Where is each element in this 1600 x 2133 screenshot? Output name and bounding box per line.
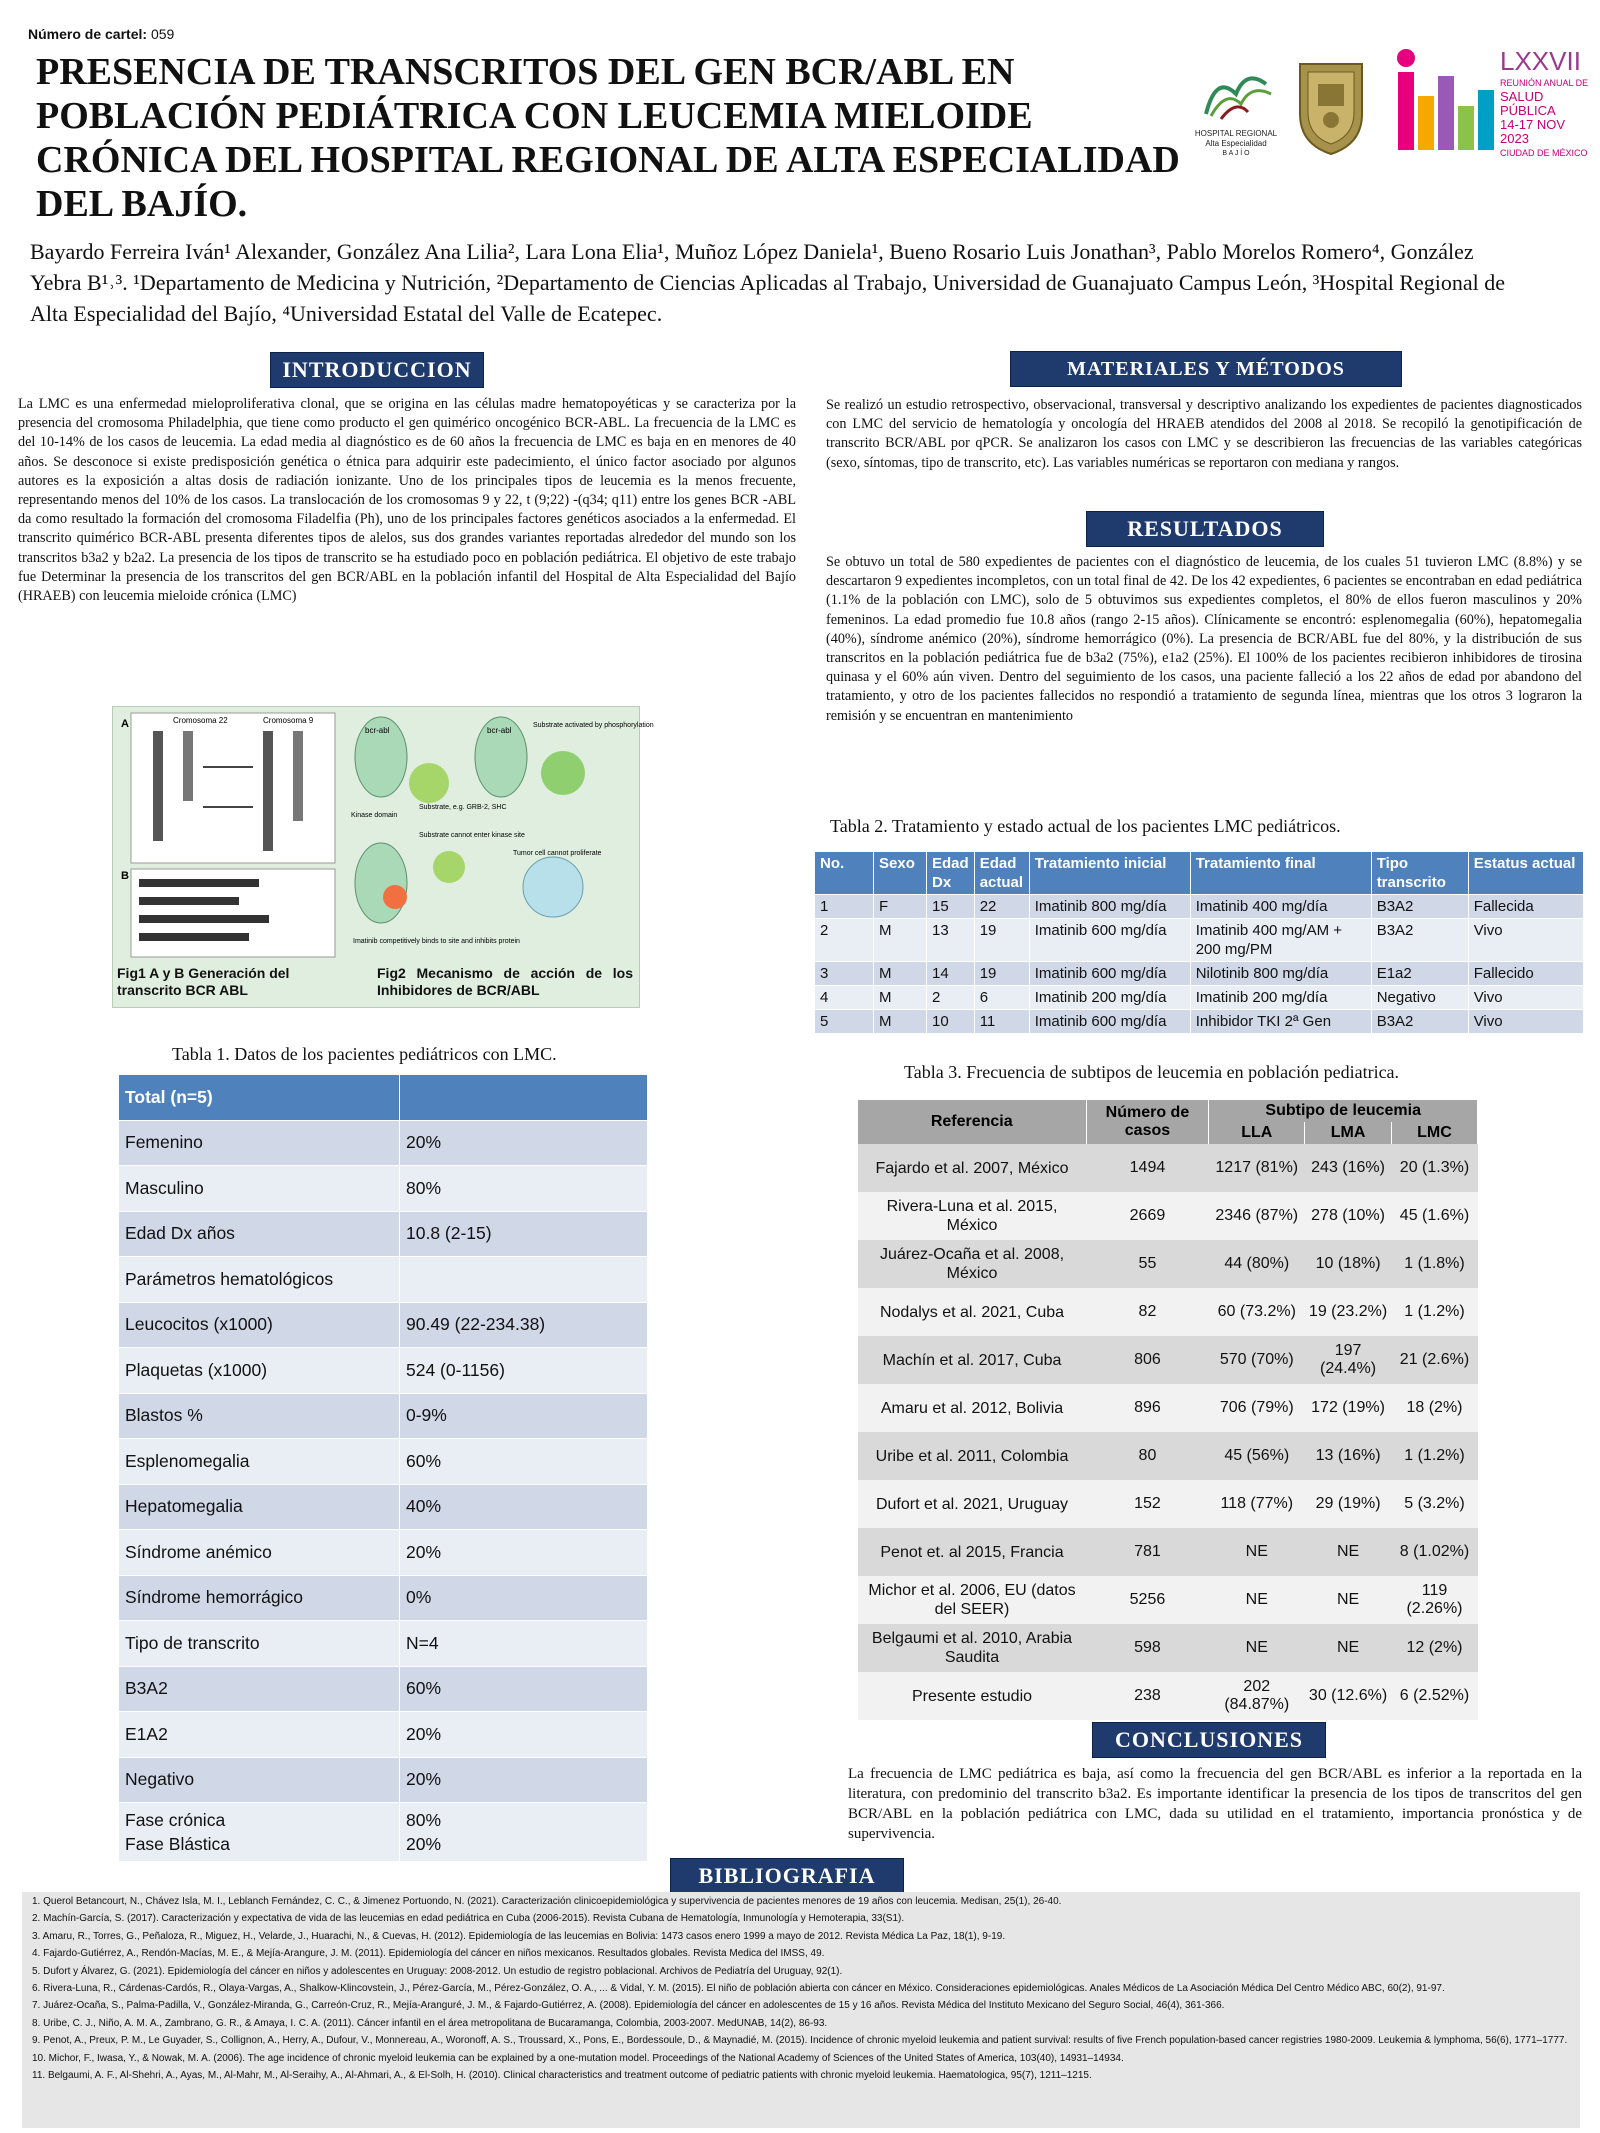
list-item: 2. Machín-García, S. (2017). Caracterización y expectativa de vida de las leucemias en edad pediátrica en Cuba (2006-2015). Revista Cubana de Hematología, Inmunología y Hemoterapia, 33(S1). bbox=[32, 1913, 905, 1925]
tabla3-cell: 598 bbox=[1086, 1624, 1209, 1672]
tabla2-cell: 19 bbox=[974, 962, 1029, 986]
tabla3-cell: Dufort et al. 2021, Uruguay bbox=[858, 1480, 1086, 1528]
tabla2-cell: Negativo bbox=[1371, 986, 1468, 1010]
tabla3-cell: 243 (16%) bbox=[1305, 1144, 1392, 1192]
tabla3-cell: 13 (16%) bbox=[1305, 1432, 1392, 1480]
tabla2-header: Estatus actual bbox=[1468, 852, 1583, 895]
fig-imatinib: Imatinib competitively binds to site and inhibits protein bbox=[353, 938, 520, 945]
bibliografia-heading: BIBLIOGRAFIA bbox=[670, 1858, 904, 1894]
tabla2-cell: Imatinib 800 mg/día bbox=[1029, 895, 1190, 919]
tabla2-header: Edad actual bbox=[974, 852, 1029, 895]
poster-number-value: 059 bbox=[150, 26, 175, 42]
tabla1-cell: 0-9% bbox=[400, 1393, 648, 1439]
event-logo bbox=[1388, 46, 1588, 156]
tabla2-cell: 10 bbox=[927, 1010, 975, 1034]
tabla3-cell: 2346 (87%) bbox=[1209, 1192, 1305, 1240]
fig-substrate-activated: Substrate activated by phosphorylation bbox=[533, 722, 654, 729]
tabla3-caption: Tabla 3. Frecuencia de subtipos de leucemia en población pediatrica. bbox=[904, 1062, 1400, 1082]
table-row bbox=[858, 1576, 1478, 1624]
hospital-logo-line3: B A J Í O bbox=[1222, 150, 1250, 157]
table-row bbox=[858, 1192, 1478, 1240]
tabla3-cell: 20 (1.3%) bbox=[1391, 1144, 1477, 1192]
bibliografia-list bbox=[22, 1892, 1580, 2091]
tabla3-cell: Juárez-Ocaña et al. 2008, México bbox=[858, 1240, 1086, 1288]
tabla3-cell: 1 (1.8%) bbox=[1391, 1240, 1477, 1288]
tabla1-cell: Hepatomegalia bbox=[119, 1484, 400, 1530]
materiales-text: Se realizó un estudio retrospectivo, observacional, transversal y descriptivo analizando los expedientes de pacientes diagnosticados con LMC del servicio de hematología y oncología del HRAEB atendidos del 2008 al 2018. Se recopiló la genotipificación de transcrito BCR/ABL por qPCR. Se analizaron los casos con LMC y se describieron las frecuencias de las variables categóricas (sexo, síntomas, tipo de transcrito, etc). Las variables numéricas se reportaron con mediana y rangos. bbox=[826, 397, 1582, 471]
tabla2-cell: Fallecido bbox=[1468, 962, 1583, 986]
tabla3-header-cases: Número de casos bbox=[1086, 1100, 1209, 1144]
event-line4: CIUDAD DE MÉXICO bbox=[1500, 148, 1588, 158]
tabla3-cell: 80 bbox=[1086, 1432, 1209, 1480]
tabla2-cell: 2 bbox=[815, 919, 874, 962]
fig-tumor-cell: Tumor cell cannot proliferate bbox=[513, 850, 602, 857]
hospital-logo-line2: Alta Especialidad bbox=[1205, 139, 1267, 148]
tabla3-header-subtype: Subtipo de leucemia bbox=[1209, 1100, 1478, 1122]
tabla2-cell: 13 bbox=[927, 919, 975, 962]
list-item: 3. Amaru, R., Torres, G., Peñaloza, R., Miguez, H., Velarde, J., Huarachi, N., & Cuevas, H. (2012). Epidemiología de las leucemias en Bolivia: 1473 casos enero 1999 a mayo de 2012. Revista Médica La Paz, 18(1), 9-19. bbox=[32, 1930, 1006, 1942]
tabla2-cell: 15 bbox=[927, 895, 975, 919]
tabla1-cell: Femenino bbox=[119, 1120, 400, 1166]
tabla3-cell: Fajardo et al. 2007, México bbox=[858, 1144, 1086, 1192]
tabla3-cell: 1217 (81%) bbox=[1209, 1144, 1305, 1192]
fig-chrom22-label: Cromosoma 22 bbox=[173, 716, 228, 725]
tabla1-cell: 20% bbox=[400, 1757, 648, 1803]
tabla3 bbox=[858, 1100, 1478, 1720]
tabla2-cell: M bbox=[874, 986, 927, 1010]
tabla2-header: Edad Dx bbox=[927, 852, 975, 895]
tabla2-cell: 2 bbox=[927, 986, 975, 1010]
table-row bbox=[858, 1144, 1478, 1192]
tabla2-cell: Imatinib 200 mg/día bbox=[1029, 986, 1190, 1010]
tabla3-cell: 806 bbox=[1086, 1336, 1209, 1384]
tabla2-cell: M bbox=[874, 919, 927, 962]
tabla3-cell: 29 (19%) bbox=[1305, 1480, 1392, 1528]
tabla1-cell bbox=[119, 1803, 400, 1862]
table-row bbox=[119, 1120, 648, 1166]
tabla1-cell: Edad Dx años bbox=[119, 1211, 400, 1257]
tabla2 bbox=[814, 851, 1584, 1034]
tabla2-cell: Inhibidor TKI 2ª Gen bbox=[1190, 1010, 1371, 1034]
tabla3-cell: 45 (56%) bbox=[1209, 1432, 1305, 1480]
list-item: 11. Belgaumi, A. F., Al-Shehri, A., Ayas, M., Al-Mahr, M., Al-Seraihy, A., Al-Ahmari, A., & El-Solh, H. (2010). Clinical characteristics and treatment outcome of pediatric patients with chronic myeloid leukemia. Haematologica, 95(7), 1211–1215. bbox=[32, 2070, 1092, 2082]
tabla2-cell: 22 bbox=[974, 895, 1029, 919]
tabla1-header-row bbox=[119, 1075, 648, 1121]
tabla1-cell: Tipo de transcrito bbox=[119, 1621, 400, 1667]
tabla1-cell: 40% bbox=[400, 1484, 648, 1530]
introduccion-text: La LMC es una enfermedad mieloproliferativa clonal, que se origina en las células madre hematopoyéticas y se caracteriza por la presencia del cromosoma Philadelphia, que tiene como producto el gen quimérico oncogénico BCR-ABL. La frecuencia de la LMC es del 10-14% de los casos de leucemia. La edad media al diagnóstico es de 60 años la frecuencia de LMC es baja en en menores de 40 años. Se desconoce si existe predisposición genética o étnica para adquirir este padecimiento, el único factor asociado por algunos autores es la exposición a altas dosis de radiación ionizante. Uno de los principales tipos de leucemia es la menos frecuente, representando menos del 10% de los casos. La translocación de los cromosomas 9 y 22, t (9;22) -(q34; q11) entre los genes BCR -ABL da como resultado la formación del cromosoma Filadelfia (Ph), uno de los principales factores genéticos asociados a la enfermedad. El transcrito quimérico BCR-ABL presenta diferentes tipos de alelos, sus dos grandes variantes reportadas alrededor del mundo son los transcritos b3a2 y b2a2. La presencia de los tipos de transcrito se ha estudiado poco en población pediátrica. El objetivo de este trabajo fue Determinar la presencia de los transcritos del gen BCR/ABL en la población infantil del Hospital de Alta Especialidad del Bajío (HRAEB) con leucemia mieloide crónica (LMC) bbox=[18, 396, 796, 605]
tabla1-cell: B3A2 bbox=[119, 1666, 400, 1712]
tabla3-header-lma: LMA bbox=[1305, 1122, 1392, 1144]
tabla1-cell: Síndrome hemorrágico bbox=[119, 1575, 400, 1621]
tabla1-cell: 80% bbox=[400, 1166, 648, 1212]
tabla2-cell: Imatinib 200 mg/día bbox=[1190, 986, 1371, 1010]
conclusiones-heading: CONCLUSIONES bbox=[1092, 1722, 1326, 1758]
tabla1-fase-blastica-value: 20% bbox=[406, 1834, 442, 1854]
table-row bbox=[119, 1575, 648, 1621]
resultados-heading: RESULTADOS bbox=[1086, 511, 1324, 547]
introduccion-heading: INTRODUCCION bbox=[270, 352, 484, 388]
tabla1-cell: 10.8 (2-15) bbox=[400, 1211, 648, 1257]
tabla1-cell: N=4 bbox=[400, 1621, 648, 1667]
tabla3-cell: 8 (1.02%) bbox=[1391, 1528, 1477, 1576]
tabla1-cell: 20% bbox=[400, 1712, 648, 1758]
tabla3-cell: 30 (12.6%) bbox=[1305, 1672, 1392, 1720]
event-roman: LXXVII bbox=[1500, 46, 1581, 76]
tabla3-cell: 18 (2%) bbox=[1391, 1384, 1477, 1432]
tabla2-cell: B3A2 bbox=[1371, 919, 1468, 962]
fig-panel-b: B bbox=[121, 870, 129, 882]
materiales-heading: MATERIALES Y MÉTODOS bbox=[1010, 351, 1402, 387]
table-row bbox=[858, 1336, 1478, 1384]
list-item: 9. Penot, A., Preux, P. M., Le Guyader, S., Collignon, A., Herry, A., Dufour, V., Monnereau, A., Woronoff, A. S., Troussard, X., Pons, E., Bordessoule, D., & Maynadié, M. (2015). Incidence of chronic myeloid leukemia and patient survival: results of five French population-based cancer registries 1980-2009. Leukemia & lymphoma, 56(6), 1771–1777. bbox=[32, 2035, 1568, 2047]
tabla1-cell: E1A2 bbox=[119, 1712, 400, 1758]
tabla3-header-lla: LLA bbox=[1209, 1122, 1305, 1144]
tabla1-cell bbox=[400, 1803, 648, 1862]
university-seal bbox=[1296, 58, 1366, 156]
table-row bbox=[119, 1257, 648, 1303]
tabla3-header-lmc: LMC bbox=[1391, 1122, 1477, 1144]
fig-kinase-domain: Kinase domain bbox=[351, 812, 398, 819]
tabla1-caption: Tabla 1. Datos de los pacientes pediátricos con LMC. bbox=[172, 1044, 557, 1064]
poster-number-label: Número de cartel: bbox=[28, 26, 148, 42]
hospital-leaf-icon bbox=[1186, 64, 1286, 124]
tabla3-cell: Rivera-Luna et al. 2015, México bbox=[858, 1192, 1086, 1240]
tabla2-cell: 6 bbox=[974, 986, 1029, 1010]
tabla3-cell: 60 (73.2%) bbox=[1209, 1288, 1305, 1336]
tabla2-cell: 19 bbox=[974, 919, 1029, 962]
table-row bbox=[119, 1166, 648, 1212]
tabla3-cell: 2669 bbox=[1086, 1192, 1209, 1240]
event-line1: REUNIÓN ANUAL DE bbox=[1500, 78, 1589, 88]
table-row bbox=[119, 1712, 648, 1758]
hospital-logo-line1: HOSPITAL REGIONAL bbox=[1194, 129, 1278, 138]
conclusiones-text: La frecuencia de LMC pediátrica es baja, así como la frecuencia del gen BCR/ABL es inferior a la reportada en la literatura, con predominio del transcrito b3a2. Es importante identificar la presencia de los tipos de transcritos del gen BCR/ABL en la población pediátrica con LMC, dada su utilidad en el tratamiento, importancia pronóstica y de supervivencia. bbox=[848, 1766, 1582, 1842]
tabla3-cell: Amaru et al. 2012, Bolivia bbox=[858, 1384, 1086, 1432]
event-line2: SALUD PÚBLICA bbox=[1500, 89, 1556, 118]
tabla1-cell: 20% bbox=[400, 1530, 648, 1576]
tabla2-cell: B3A2 bbox=[1371, 895, 1468, 919]
event-line3: 14-17 NOV 2023 bbox=[1500, 117, 1566, 146]
tabla3-cell: Penot et. al 2015, Francia bbox=[858, 1528, 1086, 1576]
tabla2-cell: Vivo bbox=[1468, 986, 1583, 1010]
tabla1-cell: Plaquetas (x1000) bbox=[119, 1348, 400, 1394]
tabla3-cell: 896 bbox=[1086, 1384, 1209, 1432]
table-row bbox=[119, 1666, 648, 1712]
tabla1-cell: Síndrome anémico bbox=[119, 1530, 400, 1576]
table-row bbox=[858, 1384, 1478, 1432]
tabla3-cell: Michor et al. 2006, EU (datos del SEER) bbox=[858, 1576, 1086, 1624]
table-row bbox=[815, 1010, 1584, 1034]
tabla2-cell: 3 bbox=[815, 962, 874, 986]
tabla2-header: Tratamiento final bbox=[1190, 852, 1371, 895]
fig-bcr-abl-2: bcr-abl bbox=[487, 726, 512, 735]
tabla2-cell: Imatinib 600 mg/día bbox=[1029, 1010, 1190, 1034]
tabla1-cell: 60% bbox=[400, 1666, 648, 1712]
tabla1-fase-cronica-value: 80% bbox=[406, 1810, 442, 1830]
tabla1-cell: Masculino bbox=[119, 1166, 400, 1212]
tabla2-cell: Vivo bbox=[1468, 1010, 1583, 1034]
table-row bbox=[119, 1484, 648, 1530]
table-row bbox=[858, 1480, 1478, 1528]
list-item: 8. Uribe, C. J., Niño, A. M. A., Zambrano, G. R., & Amaya, I. C. A. (2011). Cáncer infantil en el área metropolitana de Bucaramanga, Colombia, 2003-2007. MedUNAB, 14(2), 86-93. bbox=[32, 2017, 828, 2029]
fig-chrom9-label: Cromosoma 9 bbox=[263, 716, 314, 725]
fig-bcr-abl-1: bcr-abl bbox=[365, 726, 390, 735]
tabla3-cell: 1 (1.2%) bbox=[1391, 1288, 1477, 1336]
tabla2-cell: Imatinib 600 mg/día bbox=[1029, 962, 1190, 986]
tabla3-cell: Belgaumi et al. 2010, Arabia Saudita bbox=[858, 1624, 1086, 1672]
tabla1-cell: 90.49 (22-234.38) bbox=[400, 1302, 648, 1348]
list-item: 1. Querol Betancourt, N., Chávez Isla, M. I., Leblanch Fernández, C. C., & Jimenez Portuondo, N. (2021). Caracterización clinicoepidemiológica y supervivencia de pacientes menores de 19 años con leucemia. Medisan, 25(1), 26-40. bbox=[32, 1896, 1062, 1907]
tabla2-cell: Imatinib 600 mg/día bbox=[1029, 919, 1190, 962]
tabla3-cell: 5 (3.2%) bbox=[1391, 1480, 1477, 1528]
authors-affiliations: Bayardo Ferreira Iván¹ Alexander, González Ana Lilia², Lara Lona Elia¹, Muñoz López Daniela¹, Bueno Rosario Luis Jonathan³, Pablo Morelos Romero⁴, González Yebra B¹˒³. ¹Departamento de Medicina y Nutrición, ²Departamento de Ciencias Aplicadas al Trabajo, Universidad de Guanajuato Campus León, ³Hospital Regional de Alta Especialidad del Bajío, ⁴Universidad Estatal del Valle de Ecatepec. bbox=[30, 239, 1506, 326]
tabla2-header: No. bbox=[815, 852, 874, 895]
tabla2-caption: Tabla 2. Tratamiento y estado actual de los pacientes LMC pediátricos. bbox=[830, 816, 1341, 836]
tabla3-cell: 202 (84.87%) bbox=[1209, 1672, 1305, 1720]
tabla3-cell: 706 (79%) bbox=[1209, 1384, 1305, 1432]
tabla1-cell: 0% bbox=[400, 1575, 648, 1621]
hospital-logo bbox=[1186, 64, 1286, 157]
tabla2-cell: M bbox=[874, 962, 927, 986]
tabla2-cell: 4 bbox=[815, 986, 874, 1010]
tabla3-cell: NE bbox=[1209, 1624, 1305, 1672]
table-row bbox=[119, 1803, 648, 1862]
table-row bbox=[858, 1624, 1478, 1672]
tabla3-cell: 781 bbox=[1086, 1528, 1209, 1576]
tabla2-cell: Imatinib 400 mg/AM + 200 mg/PM bbox=[1190, 919, 1371, 962]
table-row bbox=[119, 1211, 648, 1257]
tabla3-cell: Uribe et al. 2011, Colombia bbox=[858, 1432, 1086, 1480]
tabla3-cell: 570 (70%) bbox=[1209, 1336, 1305, 1384]
fig-panel-a: A bbox=[121, 718, 129, 730]
bcr-abl-diagram bbox=[113, 707, 654, 1007]
table-row bbox=[858, 1288, 1478, 1336]
tabla3-cell: 5256 bbox=[1086, 1576, 1209, 1624]
table-row bbox=[815, 919, 1584, 962]
tabla3-cell: 19 (23.2%) bbox=[1305, 1288, 1392, 1336]
shield-icon bbox=[1296, 58, 1366, 156]
tabla3-cell: NE bbox=[1305, 1576, 1392, 1624]
fig-substrate-cannot: Substrate cannot enter kinase site bbox=[419, 832, 525, 839]
tabla3-cell: 6 (2.52%) bbox=[1391, 1672, 1477, 1720]
tabla2-cell: Fallecida bbox=[1468, 895, 1583, 919]
tabla3-cell: 197 (24.4%) bbox=[1305, 1336, 1392, 1384]
table-row bbox=[858, 1528, 1478, 1576]
fig-substrate-e: Substrate, e.g. GRB-2, SHC bbox=[419, 804, 507, 811]
tabla2-cell: 5 bbox=[815, 1010, 874, 1034]
tabla3-cell: 10 (18%) bbox=[1305, 1240, 1392, 1288]
tabla3-cell: Nodalys et al. 2021, Cuba bbox=[858, 1288, 1086, 1336]
list-item: 10. Michor, F., Iwasa, Y., & Nowak, M. A. (2006). The age incidence of chronic myeloid leukemia can be explained by a one-mutation model. Proceedings of the National Academy of Sciences of the United States of America, 103(40), 14931–14934. bbox=[32, 2052, 1124, 2064]
list-item: 5. Dufort y Álvarez, G. (2021). Epidemiología del cáncer en niños y adolescentes en Uruguay: 2008-2012. Un estudio de registro poblacional. Archivos de Pediatría del Uruguay, 92(1). bbox=[32, 1965, 843, 1977]
table-row bbox=[815, 986, 1584, 1010]
tabla2-cell: 14 bbox=[927, 962, 975, 986]
tabla2-header: Tratamiento inicial bbox=[1029, 852, 1190, 895]
tabla3-cell: 278 (10%) bbox=[1305, 1192, 1392, 1240]
tabla2-cell: 1 bbox=[815, 895, 874, 919]
tabla1-cell: Esplenomegalia bbox=[119, 1439, 400, 1485]
tabla3-cell: 21 (2.6%) bbox=[1391, 1336, 1477, 1384]
tabla3-cell: 55 bbox=[1086, 1240, 1209, 1288]
tabla1-cell: Leucocitos (x1000) bbox=[119, 1302, 400, 1348]
tabla2-cell: M bbox=[874, 1010, 927, 1034]
tabla3-cell: 1494 bbox=[1086, 1144, 1209, 1192]
table-row bbox=[858, 1240, 1478, 1288]
event-bars-icon bbox=[1388, 46, 1498, 156]
tabla3-cell: NE bbox=[1209, 1528, 1305, 1576]
tabla1 bbox=[118, 1074, 648, 1862]
tabla2-cell: 11 bbox=[974, 1010, 1029, 1034]
tabla1-fase-cronica: Fase crónica bbox=[125, 1810, 226, 1830]
fig1-caption: Fig1 A y B Generación del transcrito BCR ABL bbox=[117, 965, 290, 998]
tabla3-cell: NE bbox=[1305, 1624, 1392, 1672]
tabla3-cell: 82 bbox=[1086, 1288, 1209, 1336]
tabla2-cell: B3A2 bbox=[1371, 1010, 1468, 1034]
tabla2-header: Sexo bbox=[874, 852, 927, 895]
table-row bbox=[815, 895, 1584, 919]
fig2-caption: Fig2 Mecanismo de acción de los Inhibidores de BCR/ABL bbox=[377, 965, 633, 998]
poster-title: PRESENCIA DE TRANSCRITOS DEL GEN BCR/ABL EN POBLACIÓN PEDIÁTRICA CON LEUCEMIA MIELOIDE CRÓNICA DEL HOSPITAL REGIONAL DE ALTA ESPECIALIDAD DEL BAJÍO. bbox=[36, 51, 1180, 225]
tabla1-fase-blastica: Fase Blástica bbox=[125, 1834, 231, 1854]
table-row bbox=[119, 1348, 648, 1394]
tabla3-cell: NE bbox=[1305, 1528, 1392, 1576]
table-row bbox=[119, 1757, 648, 1803]
table-row bbox=[858, 1432, 1478, 1480]
tabla3-header-row bbox=[858, 1100, 1478, 1122]
tabla3-cell: 238 bbox=[1086, 1672, 1209, 1720]
tabla3-cell: 119 (2.26%) bbox=[1391, 1576, 1477, 1624]
tabla1-header-c2 bbox=[400, 1075, 648, 1121]
list-item: 4. Fajardo-Gutiérrez, A., Rendón-Macías, M. E., & Mejía-Arangure, J. M. (2011). Epidemiología del cáncer en niños mexicanos. Resultados globales. Revista Medica del IMSS, 49. bbox=[32, 1948, 825, 1960]
table-row bbox=[815, 962, 1584, 986]
tabla1-cell: 60% bbox=[400, 1439, 648, 1485]
table-row bbox=[119, 1621, 648, 1667]
tabla3-cell: NE bbox=[1209, 1576, 1305, 1624]
tabla2-cell: Vivo bbox=[1468, 919, 1583, 962]
tabla1-cell: 20% bbox=[400, 1120, 648, 1166]
tabla2-header-row bbox=[815, 852, 1584, 895]
tabla1-cell: Parámetros hematológicos bbox=[119, 1257, 400, 1303]
tabla1-cell bbox=[400, 1257, 648, 1303]
list-item: 7. Juárez-Ocaña, S., Palma-Padilla, V., González-Miranda, G., Carreón-Cruz, R., Mejía-Aranguré, J. M., & Fajardo-Gutiérrez, A. (2008). Epidemiología del cáncer en adolescentes de 15 y 16 años. Revista Médica del Instituto Mexicano del Seguro Social, 46(4), 361-366. bbox=[32, 2000, 1225, 2012]
tabla3-cell: 152 bbox=[1086, 1480, 1209, 1528]
tabla3-cell: 1 (1.2%) bbox=[1391, 1432, 1477, 1480]
table-row bbox=[858, 1672, 1478, 1720]
tabla3-cell: 12 (2%) bbox=[1391, 1624, 1477, 1672]
tabla3-cell: 44 (80%) bbox=[1209, 1240, 1305, 1288]
bibliografia-box bbox=[22, 1892, 1580, 2128]
bcr-abl-figure bbox=[112, 706, 654, 1008]
table-row bbox=[119, 1439, 648, 1485]
list-item: 6. Rivera-Luna, R., Cárdenas-Cardós, R., Olaya-Vargas, A., Shalkow-Klincovstein, J., Pérez-García, M., Pérez-González, O. A., ... & Vidal, Y. M. (2015). El niño de población abierta con cáncer en México. Consideraciones epidemiológicas. Anales Médicos de La Asociación Médica Del Centro Médico ABC, 60(2), 91-97. bbox=[32, 1983, 1445, 1995]
tabla2-cell: F bbox=[874, 895, 927, 919]
tabla1-header-c1: Total (n=5) bbox=[119, 1075, 400, 1121]
table-row bbox=[119, 1302, 648, 1348]
tabla3-cell: 45 (1.6%) bbox=[1391, 1192, 1477, 1240]
resultados-text: Se obtuvo un total de 580 expedientes de pacientes con el diagnóstico de leucemia, de los cuales 51 tuvieron LMC (8.8%) y se descartaron 9 expedientes incompletos, con un total final de 42. De los 42 expedientes, 6 pacientes se encontraban en edad pediátrica (1.1% de la población con LMC), solo de 5 obtuvimos sus expedientes completos, el 80% de ellos fueron masculinos y 20% femeninos. La edad promedio fue 10.8 años (rango 2-15 años). Clínicamente se encontró: esplenomegalia (60%), hepatomegalia (40%), síndrome anémico (20%), síndrome hemorrágico (0%). La presencia de BCR/ABL fue del 80%, y la distribución de sus transcritos en la población pediátrica fue de b3a2 (75%), e1a2 (25%). El 100% de los pacientes recibieron inhibidores de tirosina quinasa y el 60% aún viven. Dentro del seguimiento de los casos, una paciente falleció a los 22 años de edad por abandono del tratamiento, y otro de los pacientes fallecidos no respondió a tratamiento de segunda línea, mientras que los otros 3 lograron la remisión y se encuentran en mantenimiento bbox=[826, 554, 1582, 724]
tabla2-cell: Nilotinib 800 mg/día bbox=[1190, 962, 1371, 986]
tabla2-cell: E1a2 bbox=[1371, 962, 1468, 986]
tabla3-header-ref: Referencia bbox=[858, 1100, 1086, 1144]
table-row bbox=[119, 1530, 648, 1576]
poster-number bbox=[28, 26, 174, 42]
tabla1-cell: Negativo bbox=[119, 1757, 400, 1803]
tabla2-header: Tipo transcrito bbox=[1371, 852, 1468, 895]
table-row bbox=[119, 1393, 648, 1439]
tabla1-cell: Blastos % bbox=[119, 1393, 400, 1439]
tabla1-cell: 524 (0-1156) bbox=[400, 1348, 648, 1394]
tabla3-cell: Machín et al. 2017, Cuba bbox=[858, 1336, 1086, 1384]
tabla3-cell: Presente estudio bbox=[858, 1672, 1086, 1720]
tabla2-cell: Imatinib 400 mg/día bbox=[1190, 895, 1371, 919]
tabla3-cell: 118 (77%) bbox=[1209, 1480, 1305, 1528]
tabla3-cell: 172 (19%) bbox=[1305, 1384, 1392, 1432]
